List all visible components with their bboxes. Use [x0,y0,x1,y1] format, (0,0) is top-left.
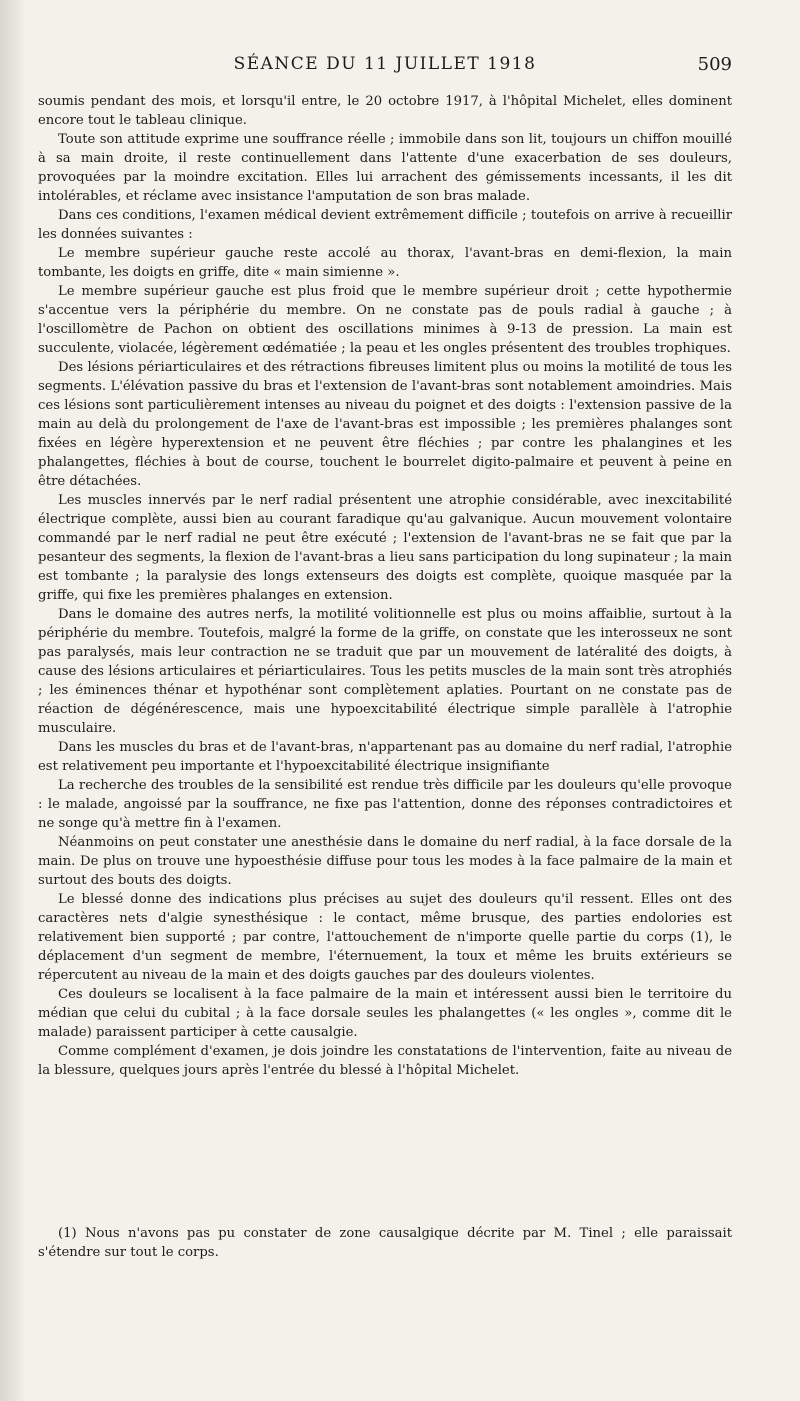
paragraph-12: Le blessé donne des indications plus précises au sujet des douleurs qu'il ressent. Elles ont des caractères nets d'algie synesthésique : le contact, même brusque, des parties endolories est relativement bien supporté ; par contre, l'attouchement de n'importe quelle partie du corps (1), le déplacement d'un segment de membre, l'éternuement, la toux et même les bruits extérieurs se répercutent au niveau de la main et des doigts gauches par des douleurs violentes. [38,892,732,983]
paragraph-9: Dans les muscles du bras et de l'avant-bras, n'appartenant pas au domaine du nerf radial, l'atrophie est relativement peu importante et l'hypoexcitabilité électrique insignifiante [38,740,732,774]
body-text [38,92,732,1080]
running-title-part1: SÉANCE DU [233,54,364,74]
paragraph-3: Dans ces conditions, l'examen médical devient extrêmement difficile ; toutefois on arrive à recueillir les données suivantes : [38,208,732,242]
binding-gutter-shadow [0,0,26,1401]
running-title [38,54,732,74]
paragraph-1: soumis pendant des mois, et lorsqu'il entre, le 20 octobre 1917, à l'hôpital Michelet, elles dominent encore tout le tableau clinique. [38,94,732,128]
running-title-year: 1918 [487,54,537,74]
page-header [38,54,732,80]
running-title-day: 11 [363,54,389,74]
footnote [38,1224,732,1262]
paragraph-6: Des lésions périarticulaires et des rétractions fibreuses limitent plus ou moins la motilité de tous les segments. L'élévation passive du bras et l'extension de l'avant-bras sont notablement amoindries. Mais ces lésions sont particulièrement intenses au niveau du poignet et des doigts : l'extension passive de la main au delà du prolongement de l'axe de l'avant-bras est impossible ; les premières phalanges sont fixées en légère hyperextension et ne peuvent être fléchies ; par contre les phalangines et les phalangettes, fléchies à bout de course, touchent le bourrelet digito-palmaire et peuvent à peine en être détachées. [38,360,732,489]
paragraph-11: Néanmoins on peut constater une anesthésie dans le domaine du nerf radial, à la face dorsale de la main. De plus on trouve une hypoesthésie diffuse pour tous les modes à la face palmaire de la main et surtout des bouts des doigts. [38,835,732,888]
paragraph-7: Les muscles innervés par le nerf radial présentent une atrophie considérable, avec inexcitabilité électrique complète, aussi bien au courant faradique qu'au galvanique. Aucun mouvement volontaire commandé par le nerf radial ne peut être exécuté ; l'extension de l'avant-bras ne se fait que par la pesanteur des segments, la flexion de l'avant-bras a lieu sans participation du long supinateur ; la main est tombante ; la paralysie des longs extenseurs des doigts est complète, quoique masquée par la griffe, qui fixe les premières phalanges en extension. [38,493,732,603]
running-title-part2: JUILLET [388,54,488,74]
paragraph-2: Toute son attitude exprime une souffrance réelle ; immobile dans son lit, toujours un chiffon mouillé à sa main droite, il reste continuellement dans l'attente d'une exacerbation de ses douleurs, provoquées par la moindre excitation. Elles lui arrachent des gémissements incessants, il les dit intolérables, et réclame avec insistance l'amputation de son bras malade. [38,132,732,204]
page-number: 509 [697,54,732,75]
paragraph-8: Dans le domaine des autres nerfs, la motilité volitionnelle est plus ou moins affaiblie, surtout à la périphérie du membre. Toutefois, malgré la forme de la griffe, on constate que les interosseux ne sont pas paralysés, mais leur contraction ne se traduit que par un mouvement de latéralité des doigts, à cause des lésions articulaires et périarticulaires. Tous les petits muscles de la main sont très atrophiés ; les éminences thénar et hypothénar sont complètement aplaties. Pourtant on ne constate pas de réaction de dégénérescence, mais une hypoexcitabilité électrique simple parallèle à l'atrophie musculaire. [38,607,732,736]
paragraph-10: La recherche des troubles de la sensibilité est rendue très difficile par les douleurs qu'elle provoque : le malade, angoissé par la souffrance, ne fixe pas l'attention, donne des réponses contradictoires et ne songe qu'à mettre fin à l'examen. [38,778,732,831]
footnote-text: (1) Nous n'avons pas pu constater de zone causalgique décrite par M. Tinel ; elle paraissait s'étendre sur tout le corps. [38,1226,732,1260]
paragraph-14: Comme complément d'examen, je dois joindre les constatations de l'intervention, faite au niveau de la blessure, quelques jours après l'entrée du blessé à l'hôpital Michelet. [38,1044,732,1078]
paragraph-4: Le membre supérieur gauche reste accolé au thorax, l'avant-bras en demi-flexion, la main tombante, les doigts en griffe, dite « main simienne ». [38,246,732,280]
paragraph-5: Le membre supérieur gauche est plus froid que le membre supérieur droit ; cette hypothermie s'accentue vers la périphérie du membre. On ne constate pas de pouls radial à gauche ; à l'oscillomètre de Pachon on obtient des oscillations minimes à 9-13 de pression. La main est succulente, violacée, légèrement œdématiée ; la peau et les ongles présentent des troubles trophiques. [38,284,732,356]
paragraph-13: Ces douleurs se localisent à la face palmaire de la main et intéressent aussi bien le territoire du médian que celui du cubital ; à la face dorsale seules les phalangettes (« les ongles », comme dit le malade) paraissent participer à cette causalgie. [38,987,732,1040]
